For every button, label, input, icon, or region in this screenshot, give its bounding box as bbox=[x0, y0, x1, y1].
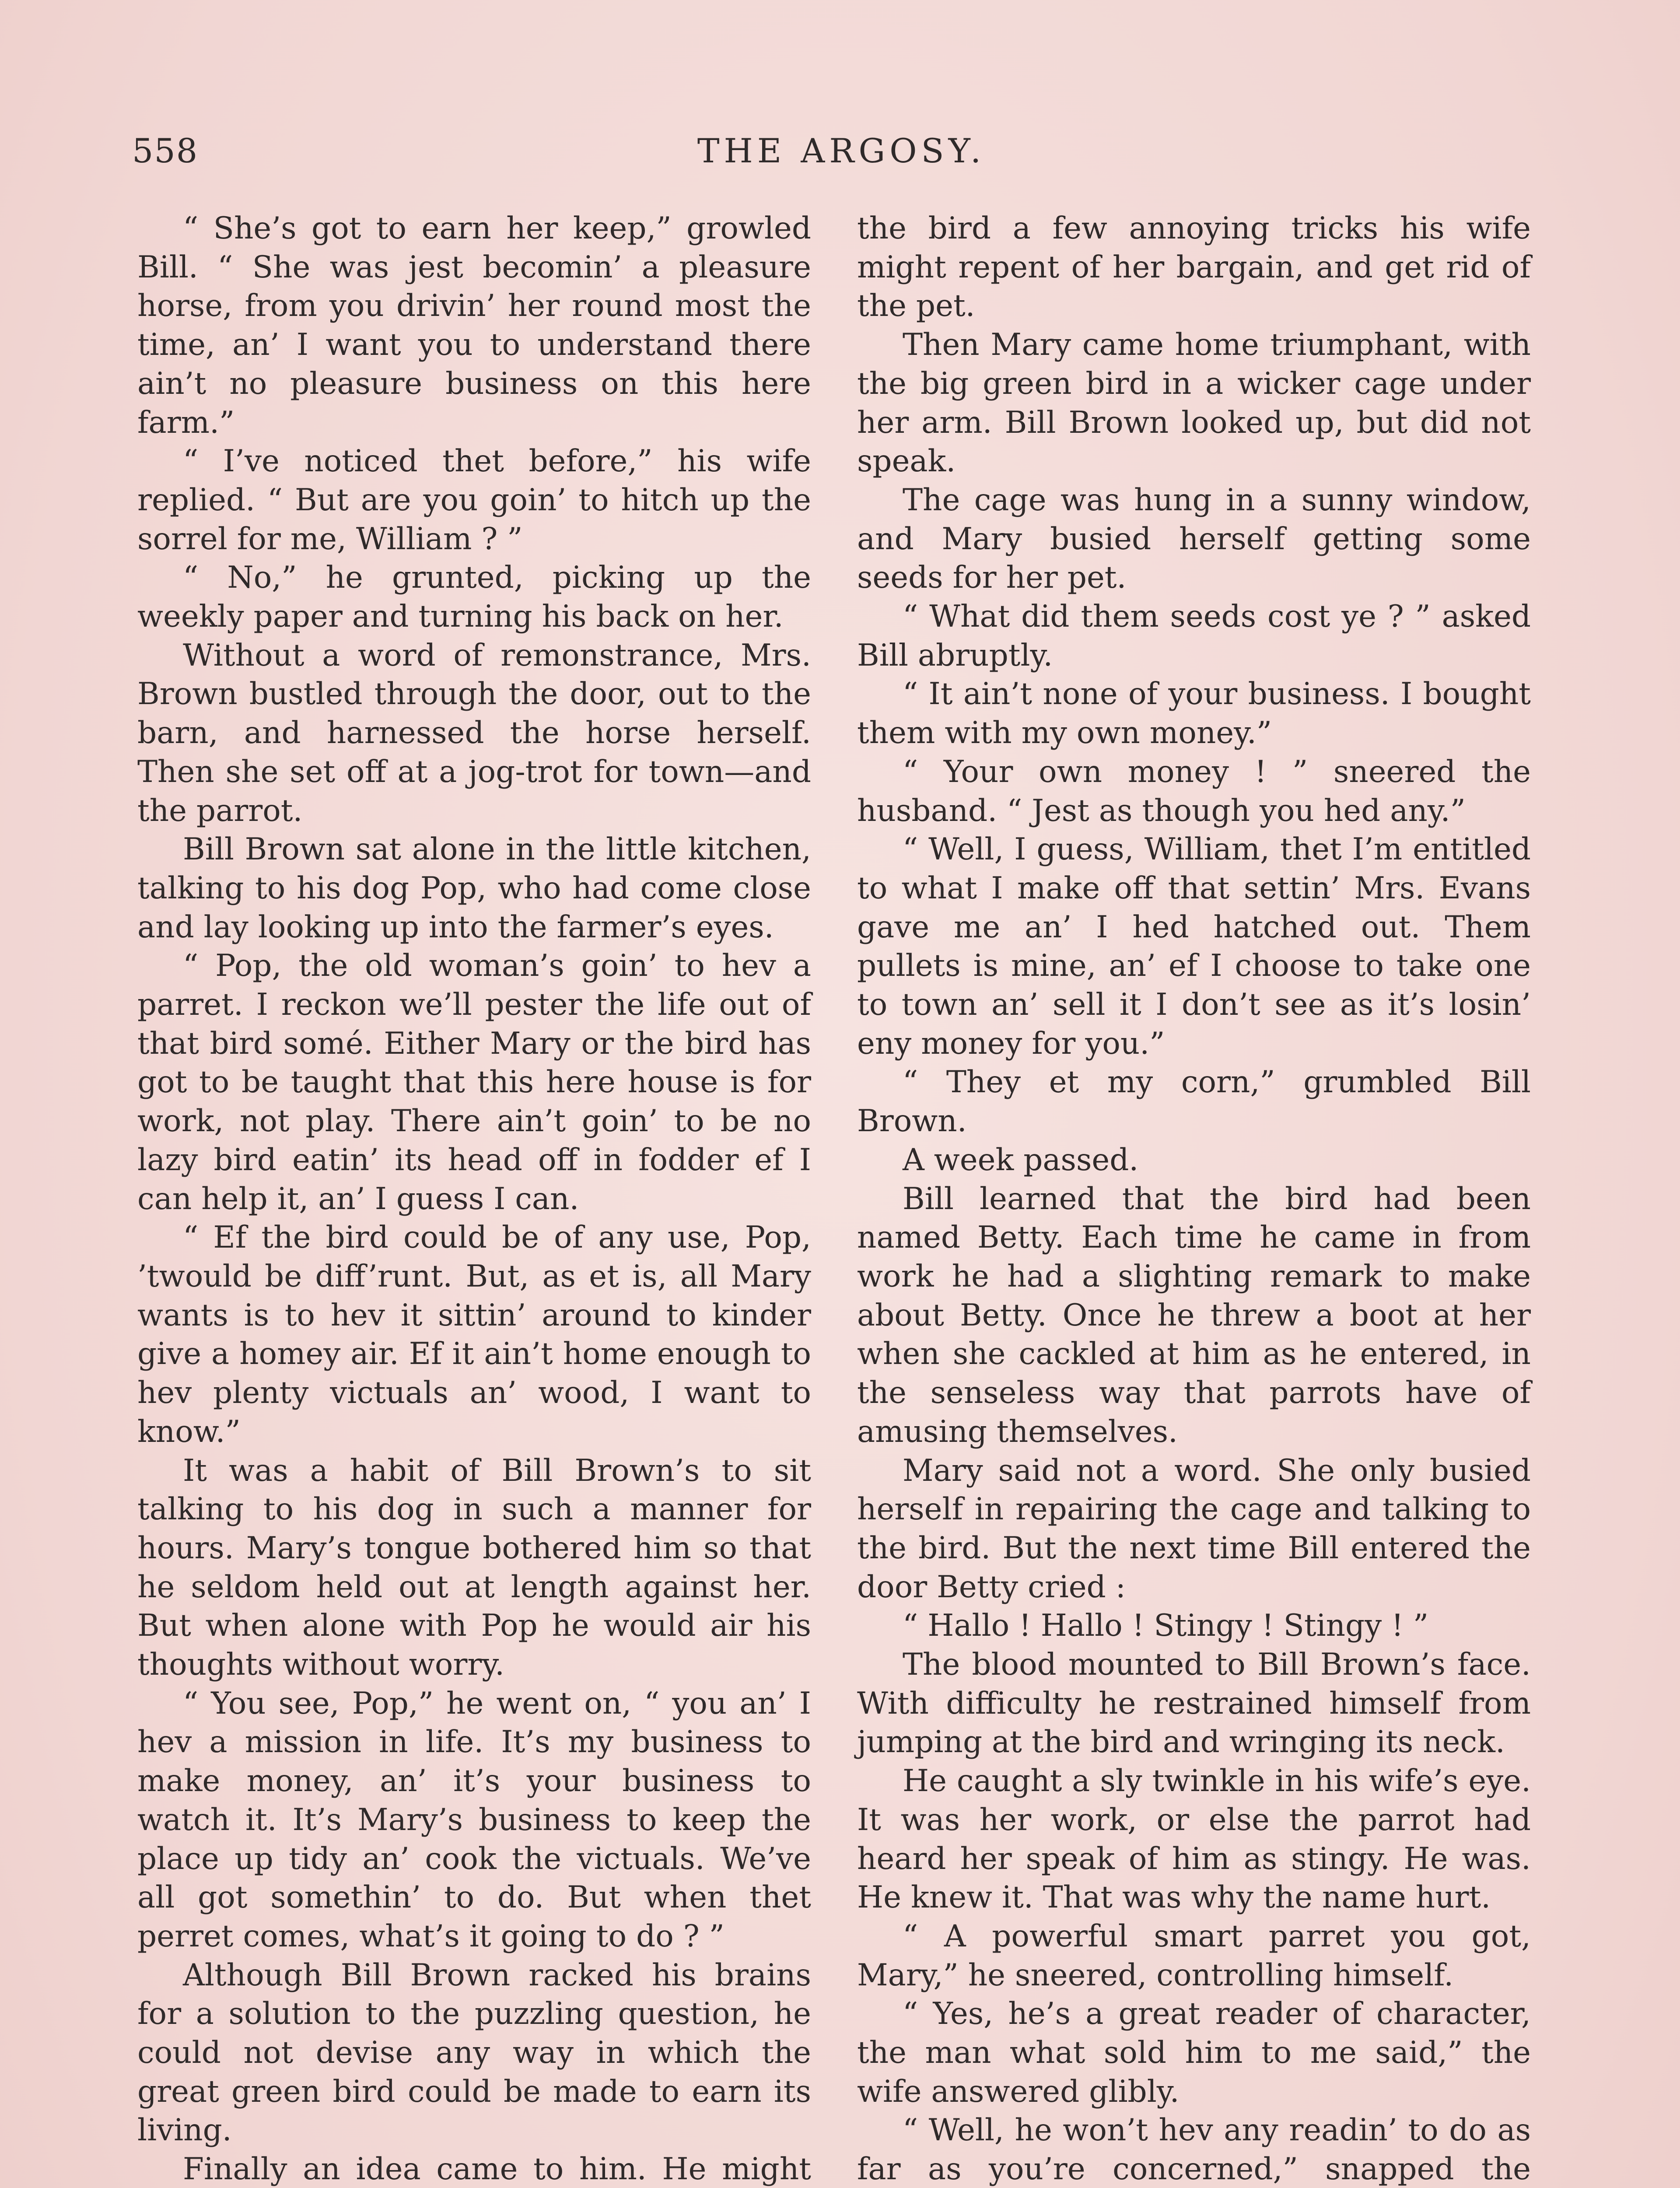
paragraph: “ What did them seeds cost ye ? ” asked Bill abruptly. bbox=[857, 599, 1531, 673]
running-head-title: THE ARGOSY. bbox=[697, 131, 986, 170]
page-number: 558 bbox=[132, 131, 199, 170]
paragraph: Without a word of remonstrance, Mrs. Brown bustled through the door, out to the barn, and harnessed the horse herself. Then she set off at a jog-trot for town—and the parrot. bbox=[137, 638, 811, 828]
paragraph: Bill learned that the bird had been named Betty. Each time he came in from work he had a slighting remark to make about Betty. Once he threw a boot at her when she cackled at him as he entered, in the senseless way that parrots have of amusing themselves. bbox=[857, 1181, 1531, 1449]
paragraph: “ Hallo ! Hallo ! Stingy ! Stingy ! ” bbox=[903, 1608, 1429, 1644]
paragraph: The blood mounted to Bill Brown’s face. With difficulty he restrained himself from jumping at the bird and wringing its neck. bbox=[857, 1647, 1531, 1760]
paragraph: “ They et my corn,” grumbled Bill Brown. bbox=[857, 1065, 1531, 1139]
paragraph: “ Yes, he’s a great reader of character, the man what sold him to me said,” the wife answered glibly. bbox=[857, 1996, 1531, 2109]
paragraph: “ Well, he won’t hev any readin’ to do as far as you’re concerned,” snapped the bbox=[857, 2113, 1531, 2187]
paragraph: “ She’s got to earn her keep,” growled Bill. “ She was jest becomin’ a pleasure horse, from you drivin’ her round most the time, an’ I want you to understand there ain’t no pleasure business on this here farm.” bbox=[137, 211, 811, 440]
paragraph: He caught a sly twinkle in his wife’s eye. It was her work, or else the parrot had heard her speak of him as stingy. He was. He knew it. That was why the name hurt. bbox=[857, 1764, 1531, 1915]
paragraph: Although Bill Brown racked his brains for a solution to the puzzling question, he could not devise any way in which the great green bird could be made to earn its living. bbox=[137, 1957, 811, 2148]
paragraph: A week passed. bbox=[903, 1142, 1139, 1178]
paragraph: “ Well, I guess, William, thet I’m entitled to what I make off that settin’ Mrs. Evans gave me an’ I hed hatched out. Them pullets is mine, an’ ef I choose to take one to town an’ sell it I don’t see as it’s losin’ eny money for you.” bbox=[857, 832, 1531, 1061]
paragraph: “ Pop, the old woman’s goin’ to hev a parret. I reckon we’ll pester the life out of that bird somé. Either Mary or the bird has got to be taught that this here house is for work, not play. There ain’t goin’ to be no lazy bird eatin’ its head off in fodder ef I can help it, an’ I guess I can. bbox=[137, 948, 811, 1217]
right-column bbox=[857, 209, 1531, 2188]
paragraph: Finally an idea came to him. He might bbox=[183, 2152, 811, 2187]
text-columns bbox=[137, 209, 1533, 2188]
paragraph: Then Mary came home triumphant, with the big green bird in a wicker cage under her arm. Bill Brown looked up, but did not speak. bbox=[857, 327, 1531, 479]
paragraph: “ I’ve noticed thet before,” his wife replied. “ But are you goin’ to hitch up the sorrel for me, William ? ” bbox=[137, 444, 811, 557]
paragraph: “ Ef the bird could be of any use, Pop, ’twould be diff’runt. But, as et is, all Mary wants is to hev it sittin’ around to kinder give a homey air. Ef it ain’t home enough to hev plenty victuals an’ wood, I want to know.” bbox=[137, 1220, 811, 1449]
paragraph: the bird a few annoying tricks his wife might repent of her bargain, and get rid of the pet. bbox=[857, 211, 1531, 324]
paragraph: Mary said not a word. She only busied herself in repairing the cage and talking to the bird. But the next time Bill entered the door Betty cried : bbox=[857, 1453, 1531, 1605]
paragraph: It was a habit of Bill Brown’s to sit talking to his dog in such a manner for hours. Mary’s tongue bothered him so that he seldom held out at length against her. But when alone with Pop he would air his thoughts without worry. bbox=[137, 1453, 811, 1683]
paragraph: “ Your own money ! ” sneered the husband. “ Jest as though you hed any.” bbox=[857, 754, 1531, 828]
left-column bbox=[137, 209, 811, 2188]
page-header bbox=[132, 131, 1550, 179]
paragraph: “ A powerful smart parret you got, Mary,” he sneered, controlling himself. bbox=[857, 1918, 1531, 1993]
paragraph: The cage was hung in a sunny window, and Mary busied herself getting some seeds for her pet. bbox=[857, 482, 1531, 596]
paragraph: “ No,” he grunted, picking up the weekly paper and turning his back on her. bbox=[137, 560, 811, 635]
paragraph: Bill Brown sat alone in the little kitchen, talking to his dog Pop, who had come close and lay looking up into the farmer’s eyes. bbox=[137, 832, 811, 945]
paragraph: “ You see, Pop,” he went on, “ you an’ I hev a mission in life. It’s my business to make money, an’ it’s your business to watch it. It’s Mary’s business to keep the place up tidy an’ cook the victuals. We’ve all got somethin’ to do. But when thet perret comes, what’s it going to do ? ” bbox=[137, 1686, 811, 1954]
paragraph: “ It ain’t none of your business. I bought them with my own money.” bbox=[857, 677, 1531, 751]
